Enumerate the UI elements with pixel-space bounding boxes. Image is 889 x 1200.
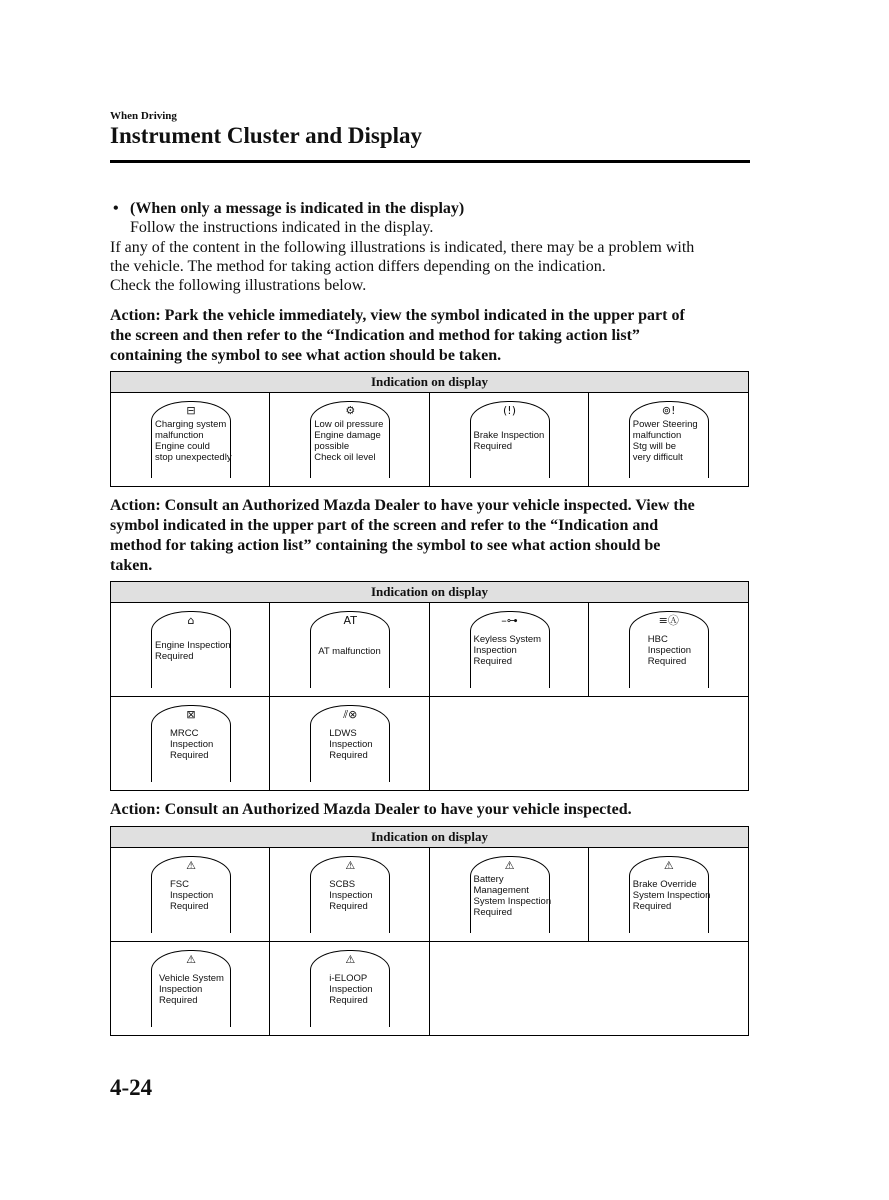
action-line: symbol indicated in the upper part of the screen and refer to the “Indication and <box>110 517 659 534</box>
indication-cell <box>111 848 270 941</box>
indication-cell <box>270 603 429 696</box>
mrcc-icon: ⊠ <box>186 708 196 721</box>
table-row <box>111 848 748 941</box>
warning-triangle-icon: ⚠ <box>345 859 356 872</box>
warning-triangle-icon: ⚠ <box>186 859 196 872</box>
display-screen <box>151 401 231 478</box>
indication-table-3 <box>110 826 749 1036</box>
empty-cell <box>430 942 749 1035</box>
table-row <box>111 393 748 486</box>
display-screen <box>151 611 231 688</box>
brake-warning-icon: (!) <box>503 404 516 417</box>
display-screen <box>629 401 709 478</box>
display-screen <box>151 705 231 782</box>
indication-table-1 <box>110 371 749 487</box>
table-row <box>111 603 748 696</box>
display-screen <box>470 856 550 933</box>
display-screen <box>310 611 390 688</box>
display-message: i-ELOOP Inspection Required <box>329 973 373 1006</box>
hbc-icon: ≡Ⓐ <box>658 614 679 627</box>
indication-table-2 <box>110 581 749 791</box>
display-message: Vehicle System Inspection Required <box>159 973 224 1006</box>
action-consult-dealer <box>110 800 755 820</box>
display-screen <box>310 705 390 782</box>
action-line: taken. <box>110 557 153 574</box>
table-header: Indication on display <box>111 372 748 393</box>
action-consult-dealer-view-symbol <box>110 496 755 576</box>
warning-triangle-icon: ⚠ <box>663 859 674 872</box>
at-icon: AT <box>343 614 357 627</box>
indication-cell <box>111 603 270 696</box>
display-message: Keyless System Inspection Required <box>473 634 542 667</box>
indication-cell <box>270 697 429 790</box>
display-message: HBC Inspection Required <box>647 634 692 667</box>
engine-check-icon: ⌂ <box>187 614 195 627</box>
indication-cell <box>589 603 748 696</box>
action-line: Action: Consult an Authorized Mazda Dealer to have your vehicle inspected. <box>110 801 632 818</box>
indication-cell <box>270 393 429 486</box>
action-line: containing the symbol to see what action should be taken. <box>110 347 502 364</box>
display-screen <box>310 950 390 1027</box>
table-header: Indication on display <box>111 827 748 848</box>
table-row <box>111 941 748 1035</box>
indication-cell <box>430 848 589 941</box>
empty-cell <box>430 697 749 790</box>
action-line: Action: Park the vehicle immediately, view the symbol indicated in the upper part of <box>110 307 685 324</box>
display-screen <box>151 856 231 933</box>
display-message: Low oil pressure Engine damage possible Check oil level <box>314 419 384 463</box>
action-line: the screen and then refer to the “Indication and method for taking action list” <box>110 327 640 344</box>
oil-can-icon: ⚙ <box>345 404 356 417</box>
action-line: Action: Consult an Authorized Mazda Dealer to have your vehicle inspected. View the <box>110 497 695 514</box>
bullet-dot: • <box>113 200 119 217</box>
display-message: AT malfunction <box>318 646 381 657</box>
indication-cell <box>111 942 270 1035</box>
indication-cell <box>270 848 429 941</box>
indication-cell <box>111 697 270 790</box>
bullet-item <box>110 199 760 218</box>
indication-cell <box>430 603 589 696</box>
intro-line-3: Check the following illustrations below. <box>110 277 367 295</box>
display-screen <box>151 950 231 1027</box>
indication-cell <box>270 942 429 1035</box>
intro-line-2: the vehicle. The method for taking action differs depending on the indication. <box>110 257 606 275</box>
display-message: Charging system malfunction Engine could stop unexpectedly <box>155 419 232 463</box>
key-icon: –⊶ <box>501 614 518 627</box>
display-message: LDWS Inspection Required <box>329 728 373 761</box>
action-line: method for taking action list” containing the symbol to see what action should be <box>110 537 661 554</box>
warning-triangle-icon: ⚠ <box>186 953 196 966</box>
action-park-immediately <box>110 306 755 366</box>
page-title: Instrument Cluster and Display <box>110 123 423 148</box>
indication-cell <box>430 393 589 486</box>
indication-cell <box>589 848 748 941</box>
display-message: SCBS Inspection Required <box>329 879 373 912</box>
display-screen <box>310 856 390 933</box>
intro-text <box>110 199 760 295</box>
display-screen <box>629 856 709 933</box>
ldws-icon: ⫽⊗ <box>343 708 358 721</box>
display-message: Brake Override System Inspection Required <box>632 879 711 912</box>
intro-line-1: If any of the content in the following illustrations is indicated, there may be a problem with <box>110 238 695 256</box>
display-message: FSC Inspection Required <box>170 879 214 912</box>
table-header: Indication on display <box>111 582 748 603</box>
display-message: Engine Inspection Required <box>155 640 231 662</box>
bullet-instruction: Follow the instructions indicated in the display. <box>130 219 434 237</box>
display-screen <box>470 401 550 478</box>
display-screen <box>310 401 390 478</box>
indication-cell <box>589 393 748 486</box>
display-message: Battery Management System Inspection Required <box>473 874 552 918</box>
indication-cell <box>111 393 270 486</box>
warning-triangle-icon: ⚠ <box>345 953 356 966</box>
warning-triangle-icon: ⚠ <box>504 859 515 872</box>
steering-warning-icon: ⊚! <box>661 404 676 417</box>
bullet-heading: (When only a message is indicated in the display) <box>130 200 465 217</box>
title-rule <box>110 160 750 163</box>
display-message: Power Steering malfunction Stg will be very difficult <box>632 419 698 463</box>
table-row <box>111 696 748 790</box>
display-screen <box>470 611 550 688</box>
page-number: 4-24 <box>110 1075 153 1100</box>
battery-icon: ⊟ <box>186 404 196 417</box>
display-screen <box>629 611 709 688</box>
display-message: MRCC Inspection Required <box>170 728 214 761</box>
display-message: Brake Inspection Required <box>473 430 545 452</box>
section-label: When Driving <box>110 110 177 122</box>
